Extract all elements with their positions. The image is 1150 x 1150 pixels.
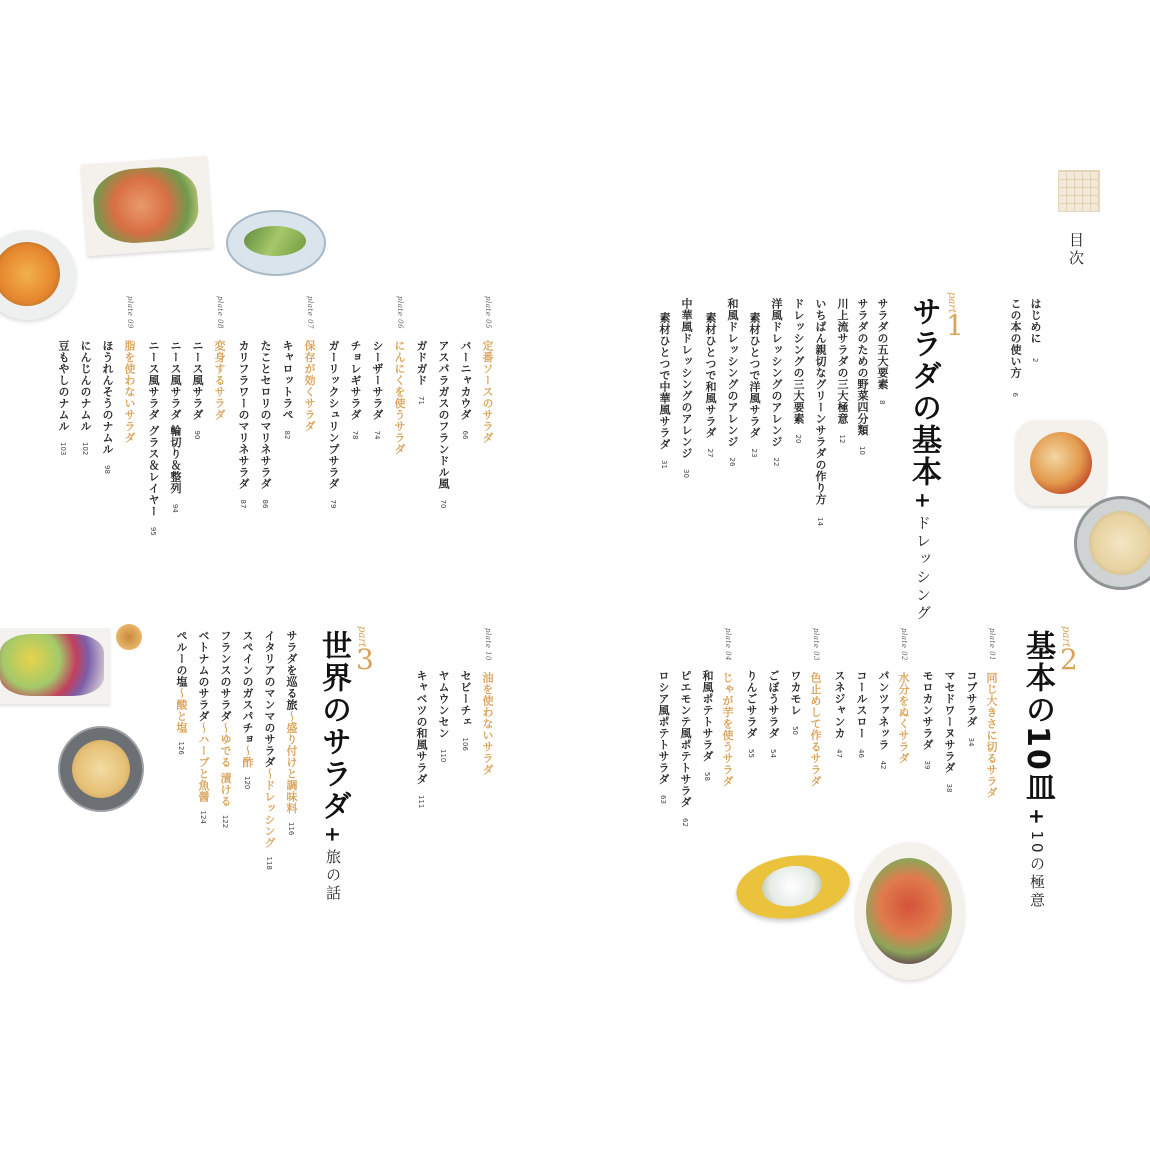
plate-number: plate 01 [988,628,996,661]
toc-entry[interactable]: バーニャカウダ66 [459,340,472,440]
toc-entry[interactable]: 川上流サラダの三大極意12 [836,298,849,444]
salad-photo-flower [0,628,110,704]
toc-entry[interactable]: キャベツの和風サラダ111 [415,670,428,809]
toc-entry[interactable]: ニース風サラダ 輪切り＆整列94 [169,340,182,513]
toc-entry[interactable]: 素材ひとつで和風サラダ27 [704,312,717,458]
salad-photo-yellow-plate [732,848,854,925]
toc-entry[interactable]: モロカンサラダ39 [921,670,934,770]
toc-entry[interactable]: たことセロリのマリネサラダ86 [259,340,272,509]
toc-entry[interactable]: ほうれんそうのナムル98 [101,340,114,474]
plate-category[interactable]: 同じ大きさに切るサラダ [985,672,998,799]
toc-entry[interactable]: シーザーサラダ74 [371,340,384,440]
plate-category[interactable]: 水分をぬくサラダ [897,672,910,764]
plate-category[interactable]: 変身するサラダ [213,340,226,421]
salad-photo-tomato-plate [856,842,964,980]
toc-entry-intro[interactable] [1030,298,1041,362]
part2-title: 基本の10皿+10の極意 [1020,630,1055,910]
plate-number: plate 03 [812,628,820,661]
salad-photo-bowl [1074,496,1150,590]
plate-number: plate 07 [306,296,314,329]
toc-entry[interactable]: コブサラダ34 [965,670,978,747]
toc-entry[interactable]: スネジャンカ47 [833,670,846,758]
plate-category[interactable]: 油を使わないサラダ [481,672,494,776]
toc-entry[interactable]: 和風ポテトサラダ58 [701,670,714,781]
plate-category[interactable]: にんにくを使うサラダ [393,340,406,455]
plate-category[interactable]: じゃが芋を使うサラダ [721,672,734,787]
plate-number: plate 02 [900,628,908,661]
plate-number: plate 05 [484,296,492,329]
toc-entry[interactable]: チョレギサラダ78 [349,340,362,440]
toc-entry[interactable]: ニース風サラダ90 [191,340,204,440]
toc-entry[interactable]: 和風ドレッシングのアレンジ26 [726,298,739,467]
noodle-salad-photo [58,726,144,812]
toc-entry[interactable]: カリフラワーのマリネサラダ87 [237,340,250,509]
toc-entry[interactable]: 洋風ドレッシングのアレンジ22 [770,298,783,467]
plate-number: plate 04 [724,628,732,661]
toc-entry[interactable]: ピエモンテ風ポテトサラダ62 [679,670,692,827]
salad-photo-asparagus [226,210,326,276]
toc-entry[interactable]: キャロットラペ82 [281,340,294,440]
part1-title: サラダの基本+ドレッシング [906,296,941,623]
toc-entry[interactable]: フランスのサラダ～ゆでる 漬ける122 [219,630,232,829]
toc-entry[interactable]: ニース風サラダ グラス＆レイヤー95 [147,340,160,536]
toc-entry[interactable]: パンツァネッラ42 [877,670,890,770]
toc-title: 目次 [1067,232,1085,268]
plate-category[interactable]: 定番ソースのサラダ [481,340,494,444]
plate-category[interactable]: 脂を使わないサラダ [123,340,136,444]
plate-number: plate 09 [126,296,134,329]
part3-title: 世界のサラダ+旅の話 [316,630,351,903]
plate-number: plate 06 [396,296,404,329]
plate-category[interactable]: 色止めして作るサラダ [809,672,822,787]
toc-entry[interactable]: セビーチェ106 [459,670,472,751]
entry-page: 2 [1031,358,1039,363]
plate-number: plate 10 [484,628,492,661]
salad-photo-shrimp [81,156,213,257]
toc-entry[interactable]: 素材ひとつで洋風サラダ23 [748,312,761,458]
part3-label: part 3 [356,626,374,677]
toc-entry[interactable]: 中華風ドレッシングのアレンジ30 [680,298,693,478]
salad-photo-orange-dish [0,230,76,320]
part1-label: part 1 [946,292,964,343]
toc-entry[interactable]: ペルーの塩～酸と塩126 [175,630,188,755]
toc-entry[interactable]: ヤムウンセン110 [437,670,450,763]
toc-entry[interactable]: ごぼうサラダ54 [767,670,780,758]
toc-entry[interactable]: いちばん親切なグリーンサラダの作り方14 [814,298,827,526]
toc-entry[interactable]: ガーリックシュリンプサラダ79 [327,340,340,509]
toc-icon [1058,170,1100,212]
toc-entry[interactable]: アスパラガスのフランドル風70 [437,340,450,509]
toc-entry[interactable]: マセドワーヌサラダ38 [943,670,956,793]
toc-entry[interactable]: ロシア風ポテトサラダ63 [657,670,670,804]
entry-page: 6 [1011,392,1019,397]
plate-category[interactable]: 保存が効くサラダ [303,340,316,432]
part2-label: part 2 [1060,626,1078,677]
toc-entry-how-to-use[interactable] [1010,298,1021,397]
toc-entry[interactable]: スペインのガスパチョ～酢120 [241,630,254,790]
toc-entry[interactable]: ドレッシングの三大要素20 [792,298,805,444]
toc-entry[interactable]: サラダのための野菜四分類10 [856,298,869,455]
toc-entry[interactable]: にんじんのナムル102 [79,340,92,456]
toc-entry[interactable]: 豆もやしのナムル103 [57,340,70,456]
plate-number: plate 08 [216,296,224,329]
toc-entry[interactable]: 素材ひとつで中華風サラダ31 [658,312,671,469]
toc-entry[interactable]: ベトナムのサラダ～ハーブと魚醤124 [197,630,210,824]
salad-photo-hexplate [1016,420,1106,506]
entry-label: この本の使い方 [1009,298,1022,379]
toc-entry[interactable]: サラダを巡る旅～盛り付けと調味料116 [285,630,298,836]
toc-entry[interactable]: コールスロー46 [855,670,868,758]
dressing-bowl [116,624,142,650]
entry-label: はじめに [1029,298,1042,344]
toc-entry[interactable]: サラダの五大要素8 [876,298,889,405]
toc-entry[interactable]: りんごサラダ55 [745,670,758,758]
toc-entry[interactable]: ガドガド71 [415,340,428,405]
toc-entry[interactable]: ワカモレ50 [789,670,802,735]
toc-entry[interactable]: イタリアのマンマのサラダ～ドレッシング118 [263,630,276,870]
